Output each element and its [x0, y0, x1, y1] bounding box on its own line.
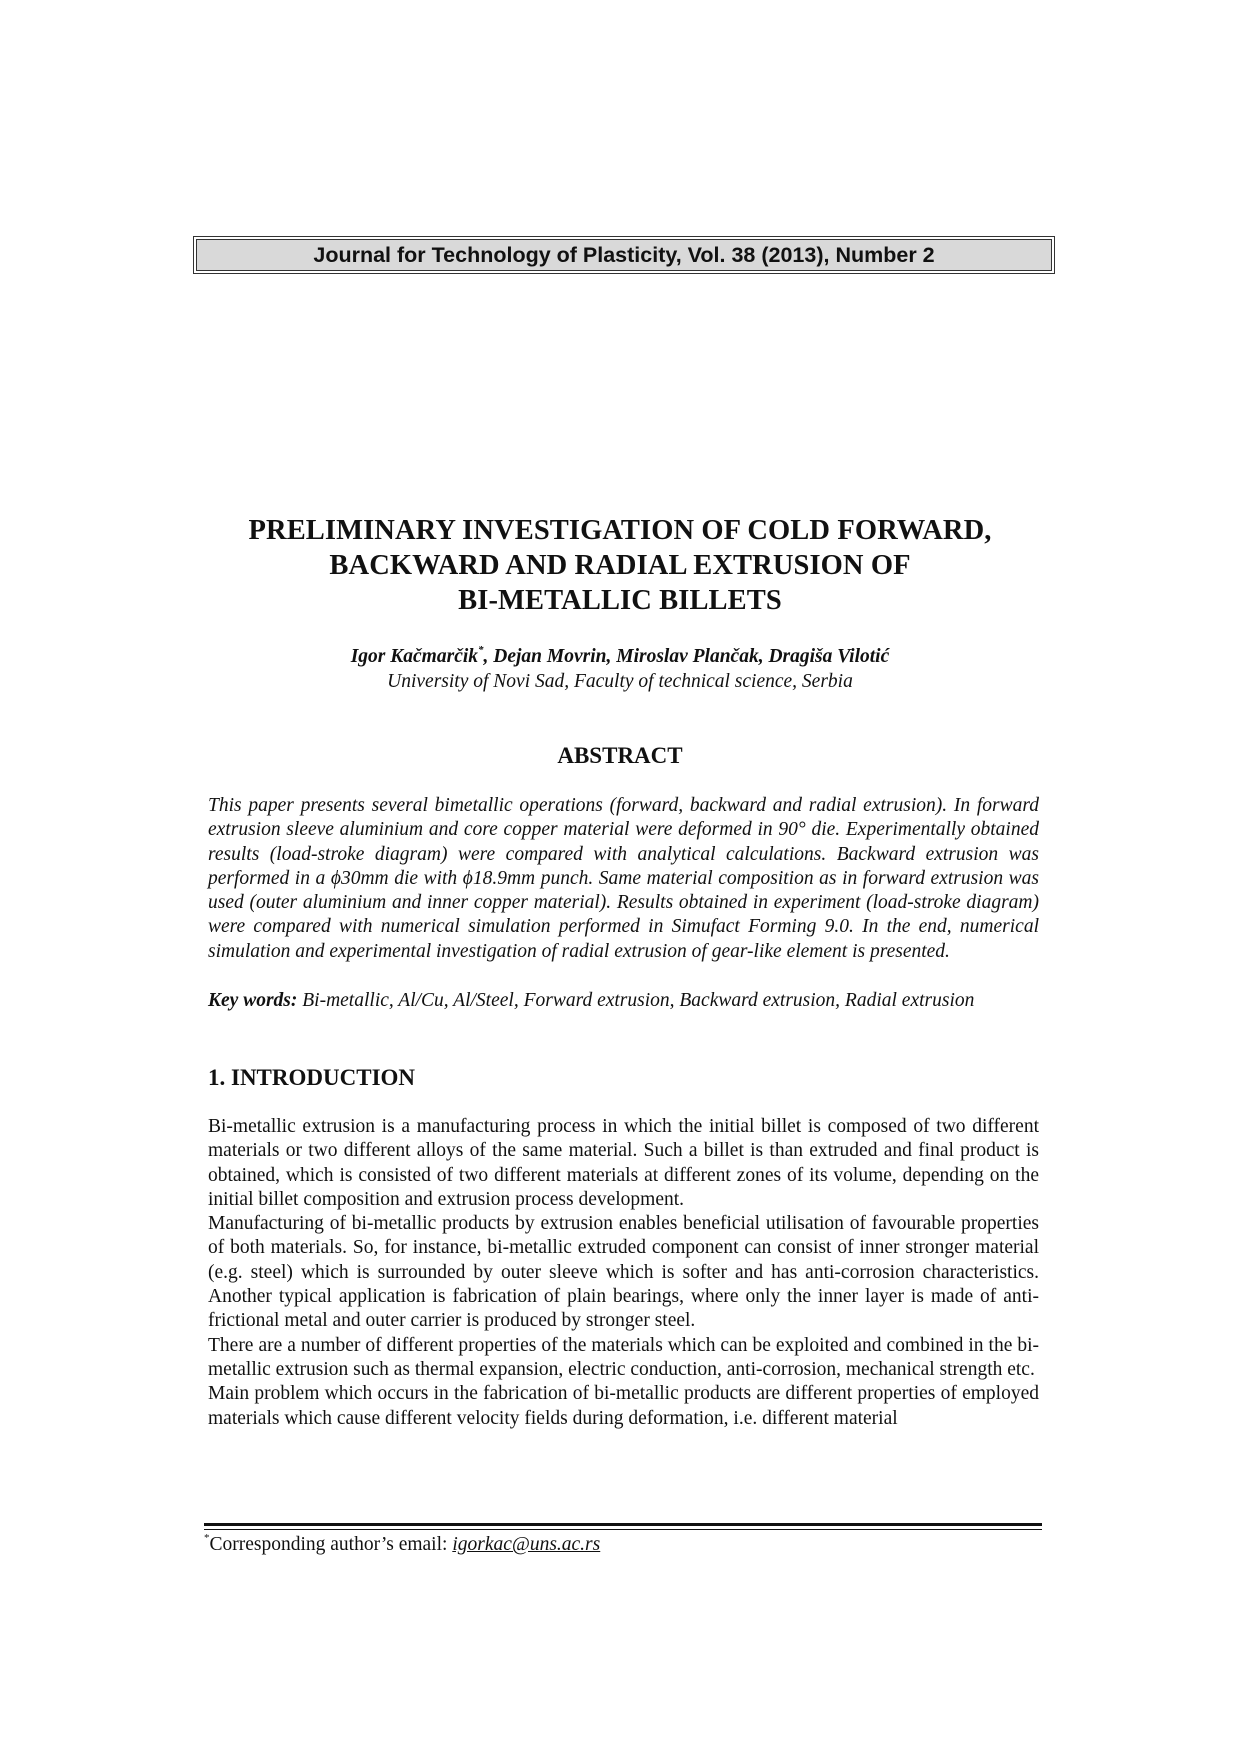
section-heading-introduction: 1. INTRODUCTION [208, 1065, 416, 1090]
footnote-divider-thin [204, 1529, 1042, 1530]
title-line: PRELIMINARY INVESTIGATION OF COLD FORWARD, [248, 515, 992, 546]
journal-header: Journal for Technology of Plasticity, Vol. 38 (2013), Number 2 [196, 239, 1052, 271]
keywords-label: Key words: [208, 990, 298, 1011]
paragraph: Bi-metallic extrusion is a manufacturing process in which the initial billet is composed of two different materials or two different alloys of the same material. Such a billet is than extruded and final product is obtained, which is consisted of two different materials at different zones of its volume, depending on the initial billet composition and extrusion process development. [208, 1116, 1039, 1210]
footnote-divider [204, 1523, 1042, 1526]
corresponding-author-mark: * [478, 644, 484, 656]
introduction-body [208, 1115, 1039, 1431]
title-line: BI-METALLIC BILLETS [458, 585, 782, 616]
paper-title [150, 513, 1090, 618]
footnote [204, 1532, 1034, 1558]
corresponding-email-link[interactable]: igorkac@uns.ac.rs [452, 1534, 601, 1555]
other-authors: , Dejan Movrin, Miroslav Plančak, Dragiša Vilotić [483, 646, 890, 667]
footnote-label: Corresponding author’s email: [209, 1534, 453, 1555]
abstract-heading: ABSTRACT [557, 743, 683, 768]
first-author: Igor Kačmarčik [350, 646, 479, 667]
journal-header-box [193, 236, 1055, 274]
paragraph: There are a number of different properties of the materials which can be exploited and combined in the bi-metallic extrusion such as thermal expansion, electric conduction, anti-corrosion, mechanical strength etc. [208, 1334, 1039, 1380]
keywords [208, 989, 1048, 1013]
footnote-mark: * [204, 1532, 210, 1544]
paragraph: Manufacturing of bi-metallic products by extrusion enables beneficial utilisation of favourable properties of both materials. So, for instance, bi-metallic extruded component can consist of inner stronger material (e.g. steel) which is surrounded by outer sleeve which is softer and has anti-corrosion characteristics. Another typical application is fabrication of plain bearings, where only the inner layer is made of anti-frictional metal and outer carrier is produced by stronger steel. [208, 1213, 1039, 1332]
affiliation: University of Novi Sad, Faculty of technical science, Serbia [387, 671, 853, 692]
abstract-text: This paper presents several bimetallic operations (forward, backward and radial extrusion). In forward extrusion sleeve aluminium and core copper material were deformed in 90° die. Experimentally obtained results (load-stroke diagram) were compared with analytical calculations. Backward extrusion was performed in a ϕ30mm die with ϕ18.9mm punch. Same material composition as in forward extrusion was used (outer aluminium and inner copper material). Results obtained in experiment (load-stroke diagram) were compared with numerical simulation performed in Simufact Forming 9.0. In the end, numerical simulation and experimental investigation of radial extrusion of gear-like element is presented. [208, 795, 1039, 962]
author-list [150, 645, 1090, 669]
keywords-list: Bi-metallic, Al/Cu, Al/Steel, Forward extrusion, Backward extrusion, Radial extrusion [302, 990, 975, 1011]
title-line: BACKWARD AND RADIAL EXTRUSION OF [329, 550, 911, 581]
paragraph: Main problem which occurs in the fabrication of bi-metallic products are different properties of employed materials which cause different velocity fields during deformation, i.e. different material [208, 1383, 1039, 1429]
